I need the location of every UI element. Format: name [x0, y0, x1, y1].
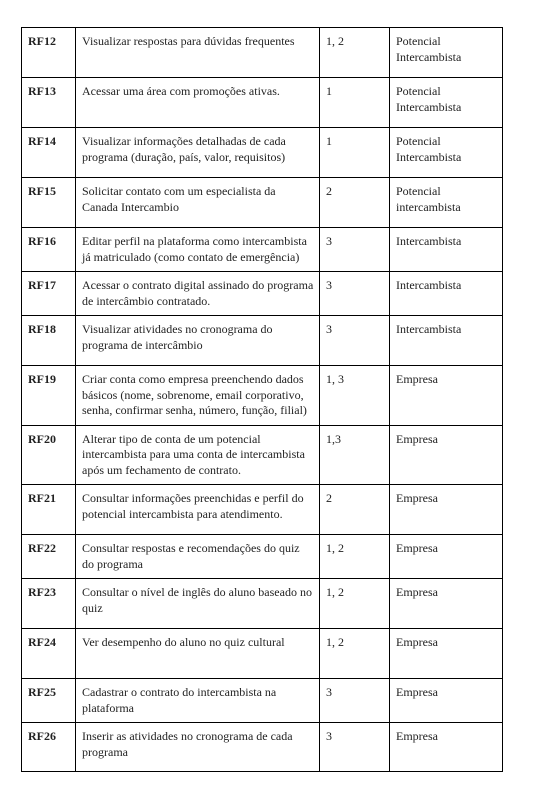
requirement-sprint-cell: 2 — [320, 178, 390, 228]
requirements-table — [21, 27, 503, 772]
requirement-description-cell: Alterar tipo de conta de um potencial intercambista para uma conta de intercambista após um fechamento de contrato. — [76, 425, 320, 485]
requirement-sprint-cell: 2 — [320, 485, 390, 535]
requirement-description-cell: Criar conta como empresa preenchendo dados básicos (nome, sobrenome, email corporativo, senha, confirmar senha, número, função, filial) — [76, 366, 320, 426]
requirement-sprint-cell: 1 — [320, 78, 390, 128]
table-row — [22, 316, 503, 366]
requirement-description-cell: Visualizar respostas para dúvidas frequentes — [76, 28, 320, 78]
requirement-id-cell: RF17 — [22, 272, 76, 316]
requirement-sprint-cell: 3 — [320, 272, 390, 316]
requirement-id-cell: RF26 — [22, 723, 76, 772]
requirement-sprint-cell: 3 — [320, 723, 390, 772]
requirement-id-cell: RF14 — [22, 128, 76, 178]
requirement-id-cell: RF20 — [22, 425, 76, 485]
table-row — [22, 679, 503, 723]
table-row — [22, 78, 503, 128]
requirement-sprint-cell: 1, 3 — [320, 366, 390, 426]
requirement-actor-cell: Potencial intercambista — [390, 178, 503, 228]
requirement-sprint-cell: 3 — [320, 228, 390, 272]
requirement-actor-cell: Empresa — [390, 579, 503, 629]
table-row — [22, 425, 503, 485]
requirement-actor-cell: Empresa — [390, 485, 503, 535]
requirements-table-body — [22, 28, 503, 772]
requirement-id-cell: RF22 — [22, 535, 76, 579]
requirement-actor-cell: Empresa — [390, 679, 503, 723]
table-row — [22, 485, 503, 535]
requirement-description-cell: Inserir as atividades no cronograma de cada programa — [76, 723, 320, 772]
requirement-actor-cell: Empresa — [390, 535, 503, 579]
requirement-actor-cell: Intercambista — [390, 272, 503, 316]
requirement-id-cell: RF15 — [22, 178, 76, 228]
requirement-actor-cell: Potencial Intercambista — [390, 78, 503, 128]
requirement-description-cell: Acessar o contrato digital assinado do programa de intercâmbio contratado. — [76, 272, 320, 316]
requirement-id-cell: RF18 — [22, 316, 76, 366]
requirement-id-cell: RF16 — [22, 228, 76, 272]
requirement-description-cell: Solicitar contato com um especialista da Canada Intercambio — [76, 178, 320, 228]
requirement-id-cell: RF13 — [22, 78, 76, 128]
requirement-description-cell: Ver desempenho do aluno no quiz cultural — [76, 629, 320, 679]
requirement-sprint-cell: 1,3 — [320, 425, 390, 485]
table-row — [22, 629, 503, 679]
requirement-sprint-cell: 1, 2 — [320, 579, 390, 629]
requirement-actor-cell: Intercambista — [390, 316, 503, 366]
requirement-actor-cell: Potencial Intercambista — [390, 28, 503, 78]
requirement-description-cell: Acessar uma área com promoções ativas. — [76, 78, 320, 128]
table-row — [22, 128, 503, 178]
requirement-sprint-cell: 1, 2 — [320, 535, 390, 579]
requirement-actor-cell: Empresa — [390, 366, 503, 426]
requirement-actor-cell: Empresa — [390, 723, 503, 772]
requirement-description-cell: Consultar respostas e recomendações do quiz do programa — [76, 535, 320, 579]
requirement-actor-cell: Intercambista — [390, 228, 503, 272]
requirement-sprint-cell: 1 — [320, 128, 390, 178]
requirement-description-cell: Editar perfil na plataforma como intercambista já matriculado (como contato de emergência) — [76, 228, 320, 272]
requirement-sprint-cell: 1, 2 — [320, 28, 390, 78]
requirement-description-cell: Visualizar atividades no cronograma do programa de intercâmbio — [76, 316, 320, 366]
requirement-actor-cell: Empresa — [390, 425, 503, 485]
requirement-sprint-cell: 3 — [320, 316, 390, 366]
table-row — [22, 28, 503, 78]
table-row — [22, 723, 503, 772]
requirement-sprint-cell: 3 — [320, 679, 390, 723]
requirement-sprint-cell: 1, 2 — [320, 629, 390, 679]
table-row — [22, 579, 503, 629]
requirement-id-cell: RF19 — [22, 366, 76, 426]
requirement-id-cell: RF21 — [22, 485, 76, 535]
requirement-description-cell: Consultar o nível de inglês do aluno baseado no quiz — [76, 579, 320, 629]
requirement-id-cell: RF23 — [22, 579, 76, 629]
requirement-description-cell: Cadastrar o contrato do intercambista na plataforma — [76, 679, 320, 723]
table-row — [22, 272, 503, 316]
requirement-id-cell: RF24 — [22, 629, 76, 679]
table-row — [22, 178, 503, 228]
requirement-id-cell: RF25 — [22, 679, 76, 723]
requirement-description-cell: Visualizar informações detalhadas de cada programa (duração, país, valor, requisitos) — [76, 128, 320, 178]
table-row — [22, 228, 503, 272]
requirement-id-cell: RF12 — [22, 28, 76, 78]
table-row — [22, 366, 503, 426]
requirement-actor-cell: Potencial Intercambista — [390, 128, 503, 178]
requirement-actor-cell: Empresa — [390, 629, 503, 679]
table-row — [22, 535, 503, 579]
requirement-description-cell: Consultar informações preenchidas e perfil do potencial intercambista para atendimento. — [76, 485, 320, 535]
